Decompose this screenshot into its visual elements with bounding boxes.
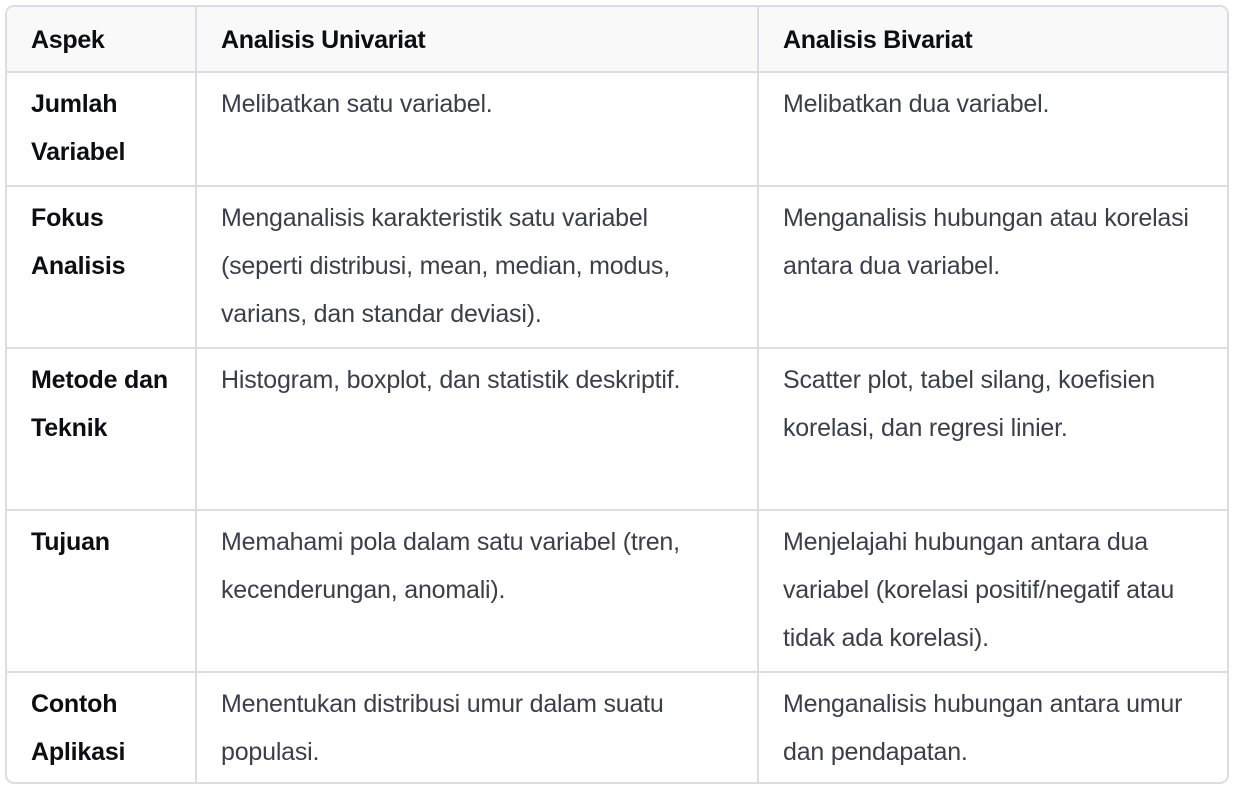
aspect-cell: Fokus Analisis <box>31 204 126 280</box>
univariat-cell: Menganalisis karakteristik satu variabel (seperti distribusi, mean, median, modus, varians, dan standar deviasi). <box>196 186 758 348</box>
bivariat-cell: Menganalisis hubungan antara umur dan pendapatan. <box>758 672 1227 784</box>
table-row <box>7 348 1227 510</box>
table-body <box>7 72 1227 784</box>
table-row <box>7 672 1227 784</box>
aspect-cell: Metode dan Teknik <box>31 366 168 442</box>
aspect-cell: Contoh Aplikasi <box>31 690 126 766</box>
bivariat-cell: Melibatkan dua variabel. <box>758 72 1227 186</box>
aspect-cell: Tujuan <box>31 528 110 556</box>
univariat-cell: Histogram, boxplot, dan statistik deskriptif. <box>196 348 758 510</box>
bivariat-cell: Menjelajahi hubungan antara dua variabel (korelasi positif/negatif atau tidak ada korelasi). <box>758 510 1227 672</box>
table-row <box>7 510 1227 672</box>
header-analisis-bivariat: Analisis Bivariat <box>758 7 1227 72</box>
header-analisis-univariat: Analisis Univariat <box>196 7 758 72</box>
comparison-table <box>7 7 1227 784</box>
table-header <box>7 7 1227 72</box>
header-row <box>7 7 1227 72</box>
header-aspek: Aspek <box>31 26 105 54</box>
bivariat-cell: Scatter plot, tabel silang, koefisien korelasi, dan regresi linier. <box>758 348 1227 510</box>
bivariat-cell: Menganalisis hubungan atau korelasi antara dua variabel. <box>758 186 1227 348</box>
univariat-cell: Menentukan distribusi umur dalam suatu populasi. <box>196 672 758 784</box>
univariat-cell: Memahami pola dalam satu variabel (tren, kecenderungan, anomali). <box>196 510 758 672</box>
table-row <box>7 186 1227 348</box>
comparison-table-container <box>5 5 1229 784</box>
univariat-cell: Melibatkan satu variabel. <box>196 72 758 186</box>
table-row <box>7 72 1227 186</box>
aspect-cell: Jumlah Variabel <box>31 90 126 166</box>
